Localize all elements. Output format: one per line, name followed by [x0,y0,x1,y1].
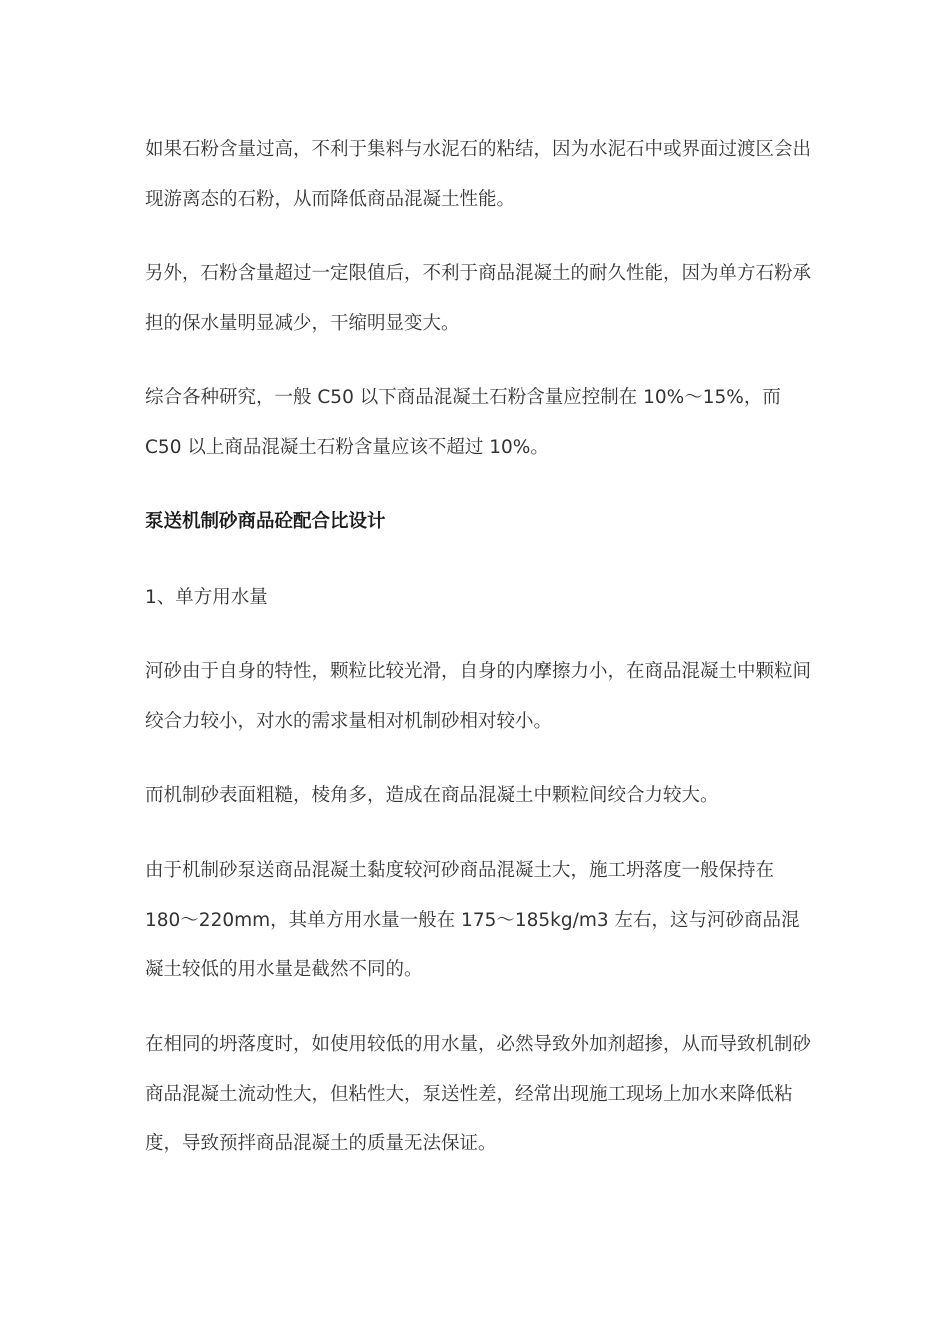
section-heading: 泵送机制砂商品砼配合比设计 [145,511,386,532]
paragraph-durability: 另外，石粉含量超过一定限值后，不利于商品混凝土的耐久性能，因为单方石粉承担的保水量明显减少，干缩明显变大。 [145,263,812,334]
paragraph-stone-powder-excess: 如果石粉含量过高，不利于集料与水泥石的粘结，因为水泥石中或界面过渡区会出现游离态的石粉，从而降低商品混凝土性能。 [145,139,812,210]
subsection-heading: 1、单方用水量 [145,587,268,608]
paragraph-content-limits: 综合各种研究，一般 C50 以下商品混凝土石粉含量应控制在 10%～15%，而 C50 以上商品混凝土石粉含量应该不超过 10%。 [145,387,781,458]
paragraph-low-water-consequence: 在相同的坍落度时，如使用较低的用水量，必然导致外加剂超掺，从而导致机制砂商品混凝土流动性大，但粘性大，泵送性差，经常出现施工现场上加水来降低粘度，导致预拌商品混凝土的质量无法保证。 [145,1034,812,1154]
paragraph-machine-sand-surface: 而机制砂表面粗糙，棱角多，造成在商品混凝土中颗粒间绞合力较大。 [145,785,719,806]
paragraph-river-sand: 河砂由于自身的特性，颗粒比较光滑，自身的内摩擦力小，在商品混凝土中颗粒间绞合力较小，对水的需求量相对机制砂相对较小。 [145,661,812,732]
paragraph-slump-water: 由于机制砂泵送商品混凝土黏度较河砂商品混凝土大，施工坍落度一般保持在 180～220mm，其单方用水量一般在 175～185kg/m3 左右，这与河砂商品混凝土较低的用水量是截然不同的。 [145,860,800,980]
